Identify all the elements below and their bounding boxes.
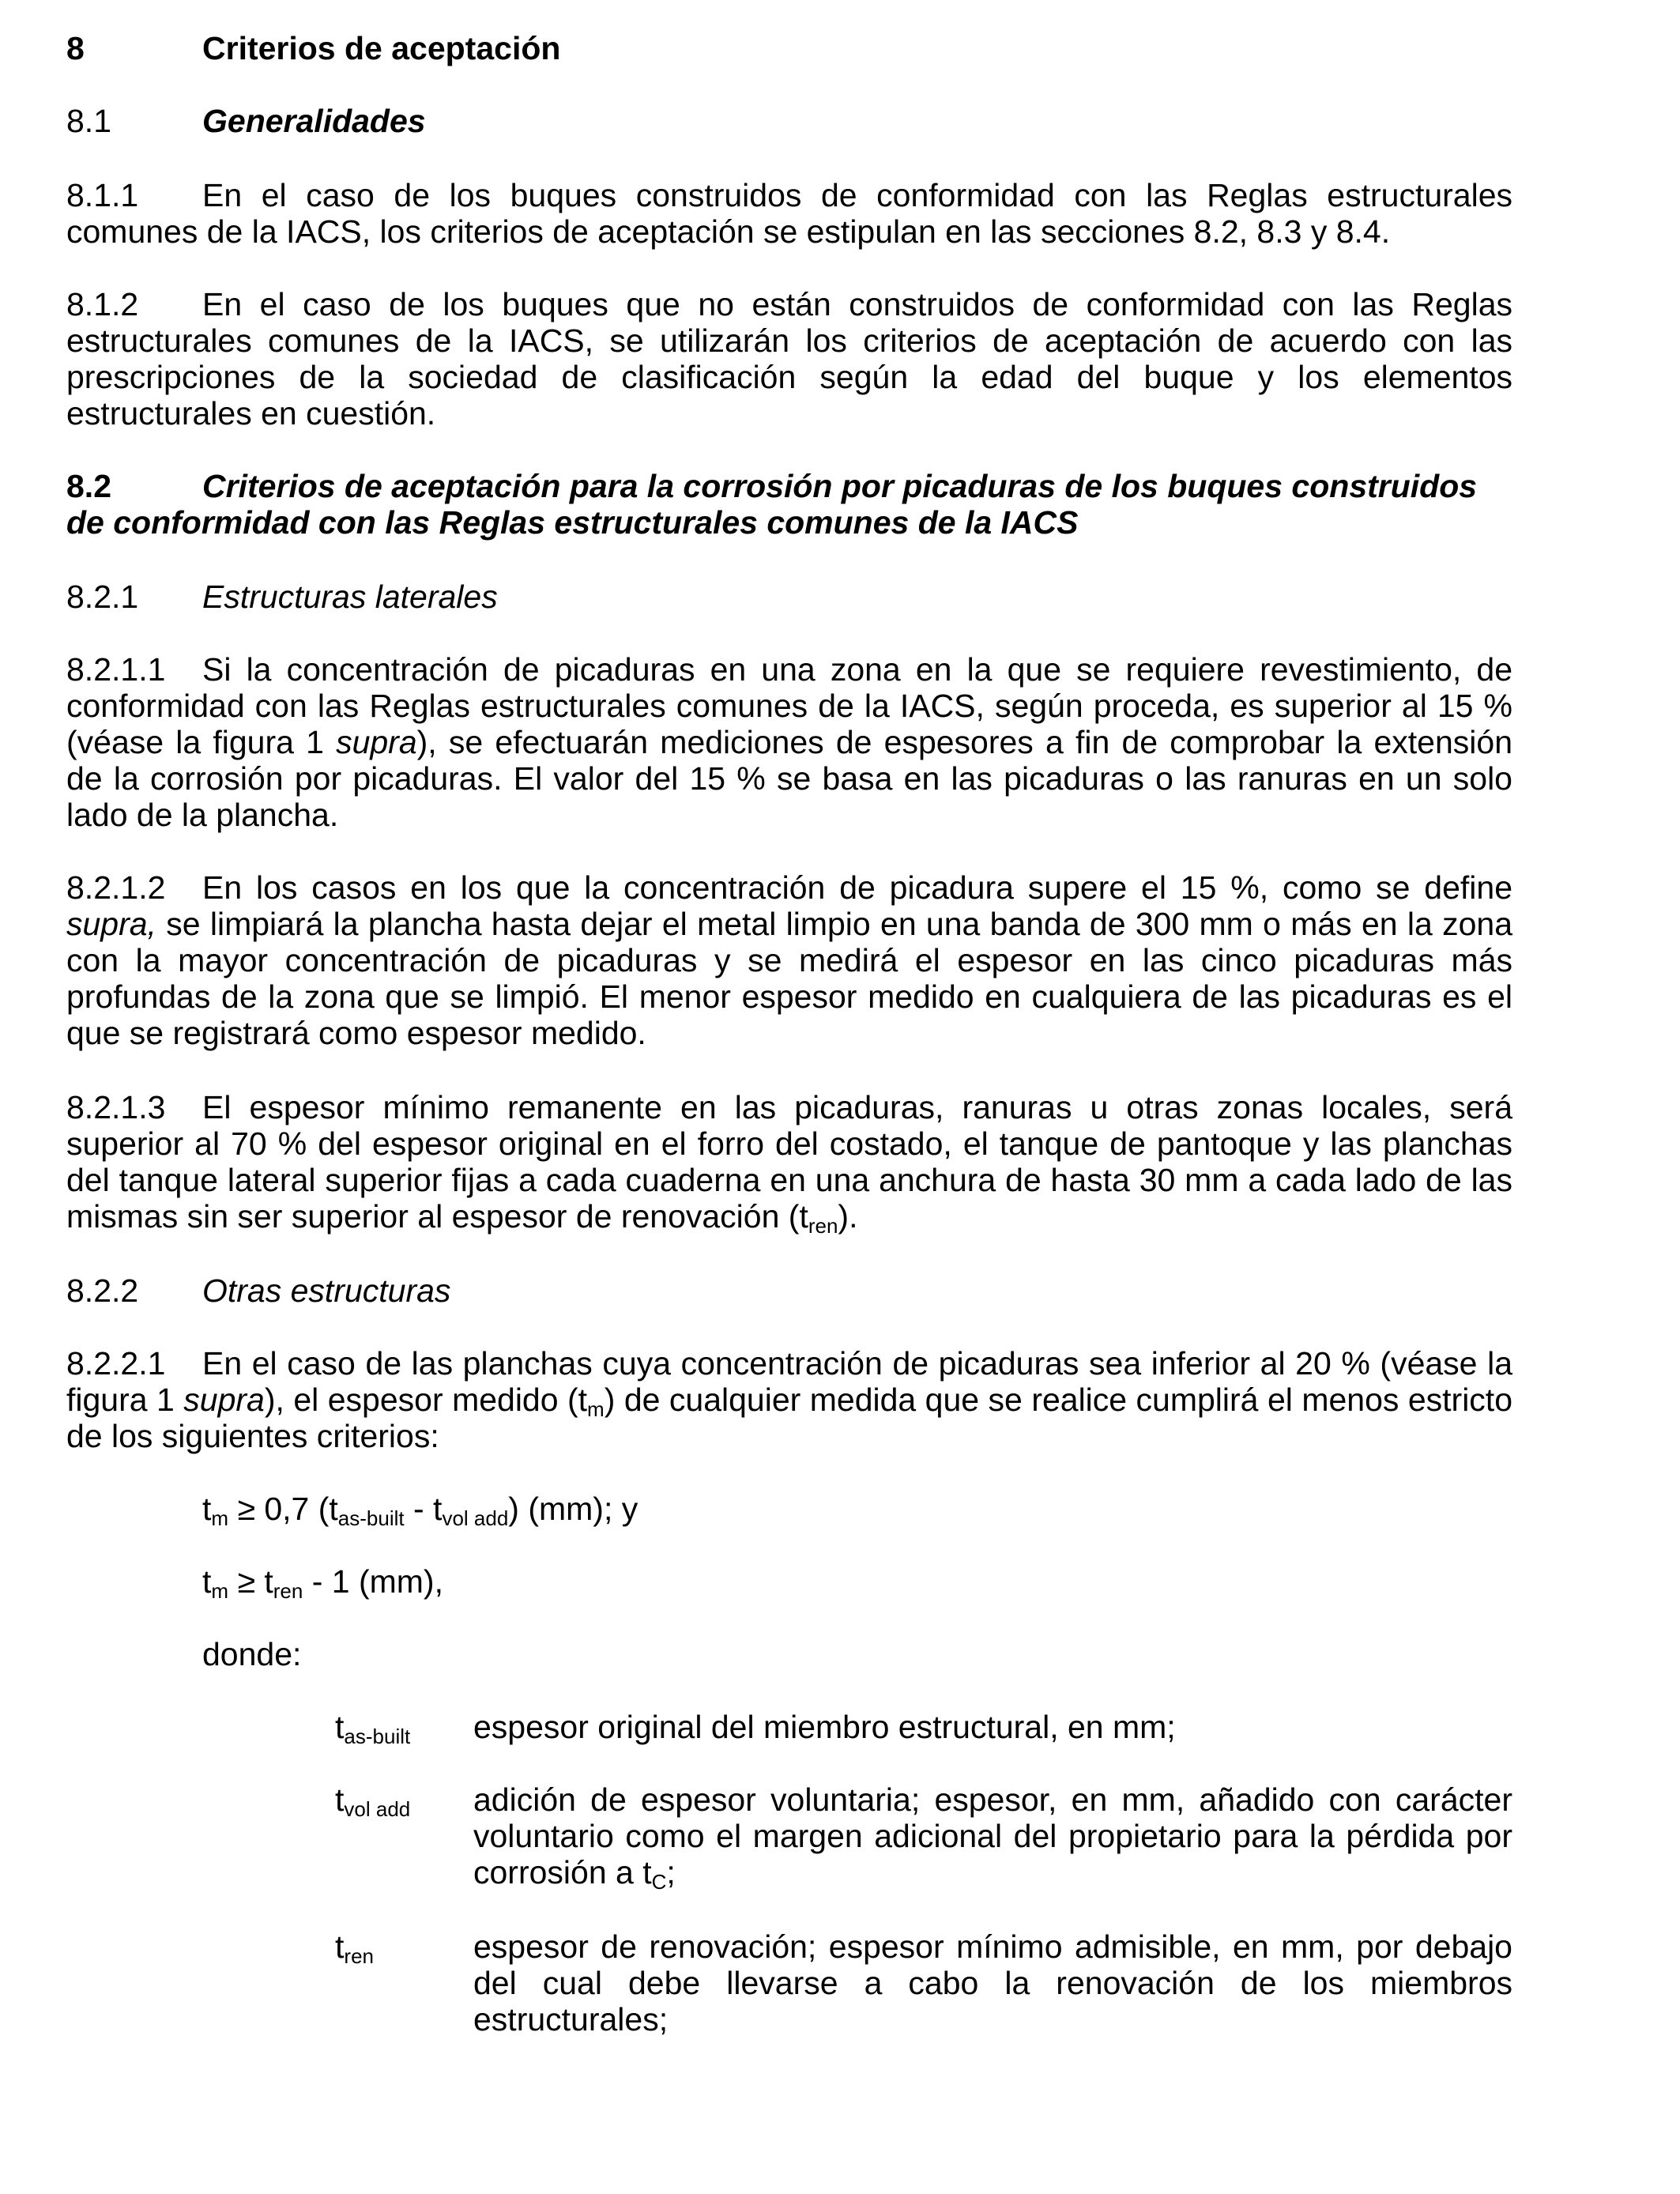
subscript: C bbox=[651, 1870, 667, 1894]
formula-symbol: t bbox=[202, 1563, 212, 1600]
paragraph-text-italic: supra bbox=[336, 724, 417, 760]
paragraph-8-2-1-1 bbox=[66, 651, 1512, 833]
section-number: 8.1 bbox=[66, 103, 111, 139]
subscript: vol add bbox=[442, 1506, 509, 1530]
formula-1 bbox=[202, 1491, 638, 1530]
donde-label: donde: bbox=[202, 1636, 302, 1672]
section-title: Otras estructuras bbox=[202, 1272, 451, 1309]
section-8-heading bbox=[66, 30, 1512, 66]
paragraph-number: 8.2.2.1 bbox=[66, 1345, 166, 1382]
paragraph-number: 8.2.1.3 bbox=[66, 1089, 166, 1125]
paragraph-text: Si la concentración de picaduras en una zona en la que se requiere revestimiento, de conformidad con las Reglas estructurales comunes de la IACS, según proceda, es superior al 15 % (véase la figura 1 bbox=[66, 651, 1512, 760]
definition-term bbox=[335, 1709, 473, 1748]
paragraph-8-2-1-2 bbox=[66, 869, 1512, 1051]
definition-text: adición de espesor voluntaria; espesor, en mm, añadido con carácter voluntario como el margen adicional del propietario para la pérdida por corrosión a t bbox=[473, 1781, 1512, 1891]
formula-2 bbox=[202, 1563, 443, 1603]
term-symbol: t bbox=[335, 1928, 345, 1965]
paragraph-text: En el caso de los buques que no están construidos de conformidad con las Reglas estructurales comunes de la IACS, se utilizarán los criterios de aceptación de acuerdo con las prescripciones de la sociedad de clasificación según la edad del buque y los elementos estructurales en cuestión. bbox=[66, 286, 1512, 432]
paragraph-number: 8.1.2 bbox=[66, 286, 139, 322]
paragraph-text-italic: supra, bbox=[66, 906, 156, 942]
section-number: 8.2.2 bbox=[66, 1272, 139, 1309]
paragraph-8-2-1-3 bbox=[66, 1089, 1512, 1238]
formula-symbol: t bbox=[202, 1491, 212, 1527]
paragraph-text: ). bbox=[838, 1198, 858, 1235]
definition-description bbox=[473, 1781, 1512, 1894]
paragraph-8-1-2 bbox=[66, 286, 1512, 432]
section-number: 8 bbox=[66, 30, 85, 66]
definition-description: espesor de renovación; espesor mínimo admisible, en mm, por debajo del cual debe llevarse a cabo la renovación de los miembros estructurales; bbox=[473, 1928, 1512, 2038]
definition-row bbox=[335, 1928, 1512, 2038]
paragraph-text: se limpiará la plancha hasta dejar el metal limpio en una banda de 300 mm o más en la zona con la mayor concentración de picaduras y se medirá el espesor en las cinco picaduras más profundas de la zona que se limpió. El menor espesor medido en cualquiera de las picaduras es el que se registrará como espesor medido. bbox=[66, 906, 1512, 1051]
section-8-2-2-heading bbox=[66, 1272, 1512, 1309]
section-title: Generalidades bbox=[202, 103, 426, 139]
paragraph-text: ), se efectuarán mediciones de espesores a fin de comprobar la extensión de la corrosión por picaduras. El valor del 15 % se basa en las picaduras o las ranuras en un solo lado de la plancha. bbox=[66, 724, 1513, 833]
paragraph-number: 8.2.1.2 bbox=[66, 869, 166, 906]
section-8-1-heading bbox=[66, 103, 1512, 139]
paragraph-text: ) de cualquier medida que se realice cumplirá el menos estricto de los siguientes criterios: bbox=[66, 1382, 1512, 1454]
definition-row bbox=[335, 1709, 1512, 1748]
section-title: Criterios de aceptación para la corrosión por picaduras de los buques construidos de conformidad con las Reglas estructurales comunes de la IACS bbox=[66, 468, 1478, 541]
paragraph-number: 8.1.1 bbox=[66, 177, 139, 213]
term-symbol: t bbox=[335, 1781, 345, 1818]
formula-text: ≥ 0,7 (t bbox=[228, 1491, 338, 1527]
section-number: 8.2 bbox=[66, 468, 111, 504]
paragraph-text: En los casos en los que la concentración de picadura supere el 15 %, como se define bbox=[202, 869, 1512, 906]
paragraph-text: El espesor mínimo remanente en las picaduras, ranuras u otras zonas locales, será superior al 70 % del espesor original en el forro del costado, el tanque de pantoque y las planchas del tanque lateral superior fijas a cada cuaderna en una anchura de hasta 30 mm a cada lado de las mismas sin ser superior al espesor de renovación (t bbox=[66, 1089, 1512, 1235]
formula-text: - t bbox=[404, 1491, 443, 1527]
term-symbol: t bbox=[335, 1709, 345, 1745]
section-title: Criterios de aceptación bbox=[202, 30, 561, 66]
subscript: m bbox=[587, 1397, 605, 1421]
subscript: ren bbox=[808, 1214, 838, 1238]
paragraph-8-2-2-1 bbox=[66, 1345, 1512, 1454]
subscript: ren bbox=[273, 1579, 303, 1603]
section-8-2-heading bbox=[66, 468, 1512, 541]
definition-row bbox=[335, 1781, 1512, 1894]
subscript: as-built bbox=[344, 1725, 411, 1748]
paragraph-number: 8.2.1.1 bbox=[66, 651, 166, 688]
formula-text: ) (mm); y bbox=[508, 1491, 638, 1527]
subscript: m bbox=[211, 1506, 229, 1530]
section-number: 8.2.1 bbox=[66, 579, 139, 615]
formula-text: ≥ t bbox=[228, 1563, 273, 1600]
definition-text: ; bbox=[666, 1854, 676, 1891]
subscript: m bbox=[211, 1579, 229, 1603]
definition-description: espesor original del miembro estructural, en mm; bbox=[473, 1709, 1176, 1745]
paragraph-text: En el caso de los buques construidos de conformidad con las Reglas estructurales comunes de la IACS, los criterios de aceptación se estipulan en las secciones 8.2, 8.3 y 8.4. bbox=[66, 177, 1512, 250]
subscript: vol add bbox=[344, 1797, 411, 1821]
section-title: Estructuras laterales bbox=[202, 579, 498, 615]
section-8-2-1-heading bbox=[66, 579, 1512, 615]
definition-term bbox=[335, 1781, 473, 1891]
paragraph-text-italic: supra bbox=[183, 1382, 265, 1418]
paragraph-8-1-1 bbox=[66, 177, 1512, 250]
paragraph-text: En el caso de las planchas cuya concentración de picaduras sea inferior al 20 % (véase la figura 1 bbox=[66, 1345, 1512, 1418]
formula-text: - 1 (mm), bbox=[303, 1563, 443, 1600]
subscript: ren bbox=[344, 1944, 374, 1968]
definition-term bbox=[335, 1928, 473, 2038]
subscript: as-built bbox=[337, 1506, 405, 1530]
paragraph-text: ), el espesor medido (t bbox=[264, 1382, 588, 1418]
